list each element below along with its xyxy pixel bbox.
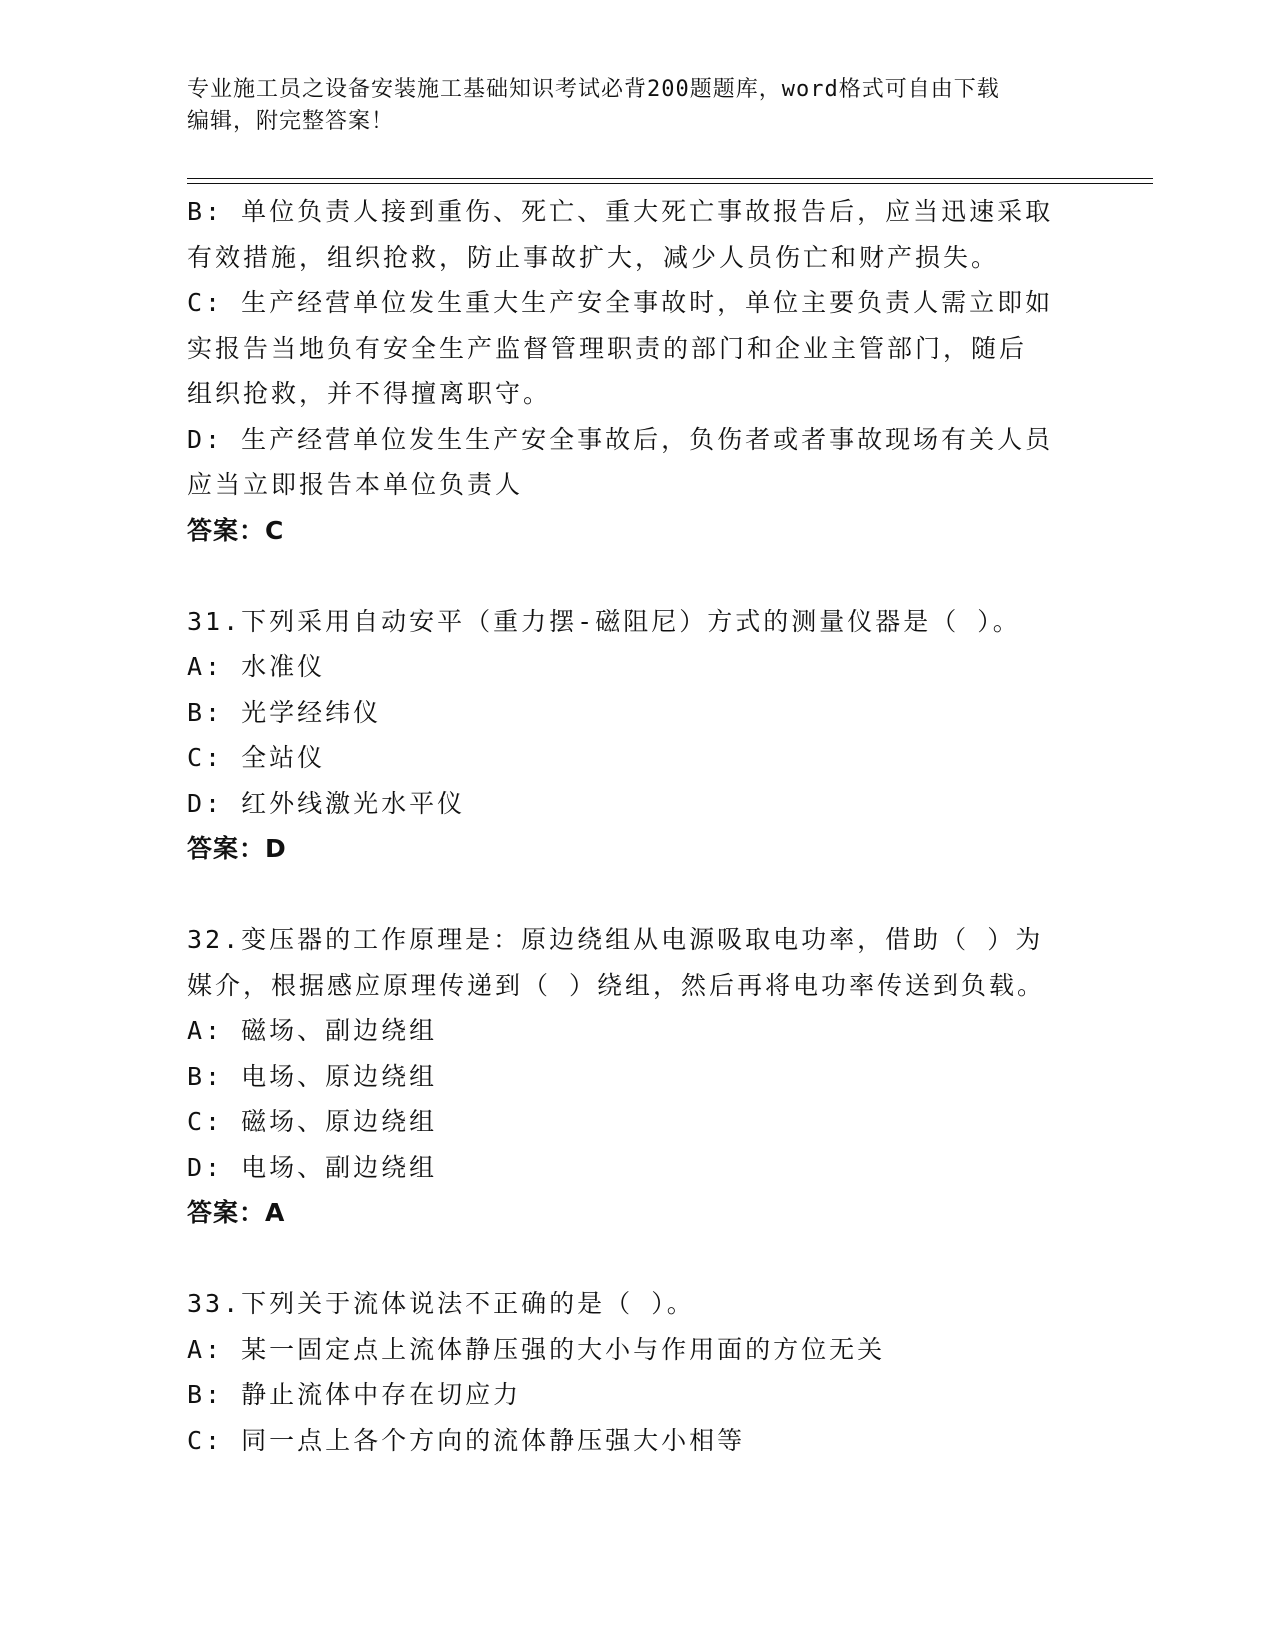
question-32 [187,917,1087,1236]
answer-label: 答案：D [187,834,287,863]
option-c: C: 同一点上各个方向的流体静压强大小相等 [187,1425,746,1455]
option-a: A: 某一固定点上流体静压强的大小与作用面的方位无关 [187,1334,886,1364]
question-33 [187,1281,1087,1463]
option-c-line-1: C: 生产经营单位发生重大生产安全事故时，单位主要负责人需立即如 [187,288,1054,317]
option-d-line-1: D: 生产经营单位发生生产安全事故后，负伤者或者事故现场有关人员 [187,424,1054,454]
question-30-continued [187,189,1087,553]
option-b-line-1: B: 单位负责人接到重伤、死亡、重大死亡事故报告后，应当迅速采取 [187,197,1054,226]
question-text-line-1: 32.变压器的工作原理是：原边绕组从电源吸取电功率，借助（ ）为 [187,925,1044,954]
option-d-line-2: 应当立即报告本单位负责人 [187,470,524,499]
option-b-line-2: 有效措施，组织抢救，防止事故扩大，减少人员伤亡和财产损失。 [187,242,1000,272]
option-b: B: 静止流体中存在切应力 [187,1380,522,1409]
header-divider-bottom [187,183,1153,184]
question-31 [187,599,1087,872]
option-c-line-2: 实报告当地负有安全生产监督管理职责的部门和企业主管部门，随后 [187,333,1028,363]
option-b: B: 光学经纬仪 [187,697,382,727]
document-header [187,74,1087,138]
option-c: C: 全站仪 [187,743,326,772]
question-text-line-2: 媒介，根据感应原理传递到（ ）绕组，然后再将电功率传送到负载。 [187,970,1046,1000]
answer-label: 答案：C [187,515,285,545]
option-d: D: 红外线激光水平仪 [187,788,466,818]
spacer [187,553,1087,599]
option-c: C: 磁场、原边绕组 [187,1107,438,1136]
header-divider-top [187,178,1153,179]
spacer [187,1236,1087,1282]
spacer [187,872,1087,918]
option-d: D: 电场、副边绕组 [187,1152,438,1182]
option-a: A: 磁场、副边绕组 [187,1016,438,1045]
question-text: 33.下列关于流体说法不正确的是（ ）。 [187,1289,695,1318]
question-text: 31.下列采用自动安平（重力摆-磁阻尼）方式的测量仪器是（ ）。 [187,606,1021,636]
option-b: B: 电场、原边绕组 [187,1061,438,1091]
answer-label: 答案：A [187,1198,286,1227]
question-content [187,189,1087,1463]
option-a: A: 水准仪 [187,652,326,681]
option-c-line-3: 组织抢救，并不得擅离职守。 [187,379,552,408]
header-title-line-1: 专业施工员之设备安装施工基础知识考试必背200题题库，word格式可自由下载 [187,77,1000,102]
header-title-line-2: 编辑，附完整答案！ [187,109,395,134]
